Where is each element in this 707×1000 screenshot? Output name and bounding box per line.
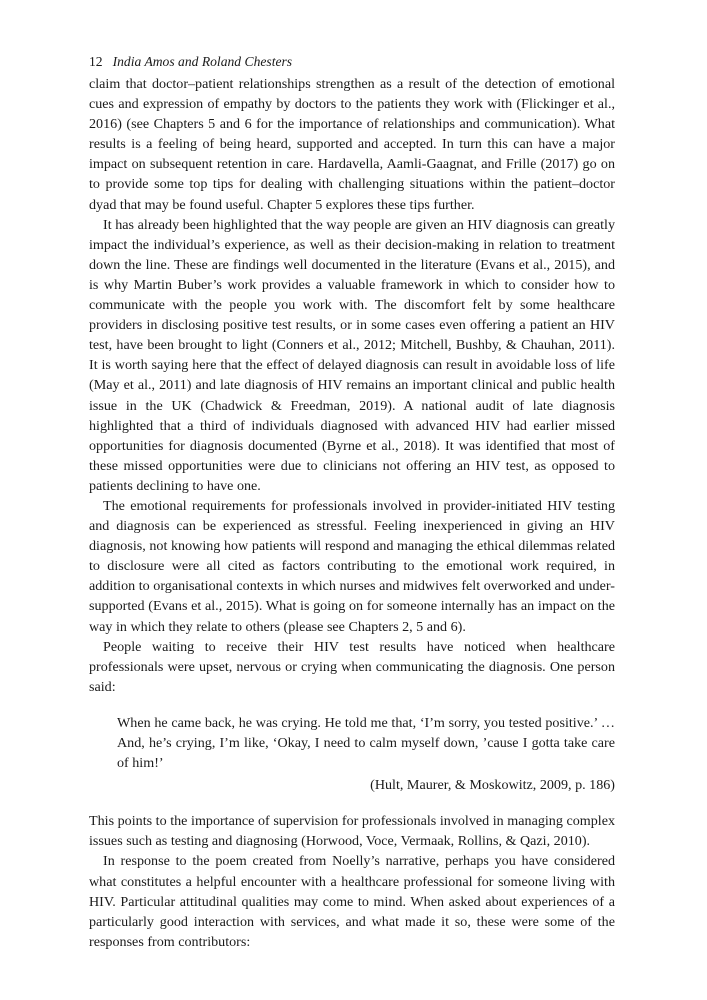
book-page — [89, 52, 615, 952]
paragraph-6: In response to the poem created from Noelly’s narrative, perhaps you have considered what constitutes a helpful encounter with a healthcare professional for someone living with HIV. Particular attitudinal qualities may come to mind. When asked about experiences of a particularly good interaction with services, and what made it so, these were some of the responses from contributors: — [89, 853, 615, 950]
paragraph-4: People waiting to receive their HIV test results have noticed when healthcare professionals were upset, nervous or crying when communicating the diagnosis. One person said: — [89, 638, 615, 695]
paragraph-5: This points to the importance of supervision for professionals involved in managing complex issues such as testing and diagnosing (Horwood, Voce, Vermaak, Rollins, & Qazi, 2010). — [89, 813, 615, 850]
block-quote — [117, 713, 615, 795]
page-number: 12 — [89, 54, 103, 69]
running-head — [89, 52, 615, 72]
block-quote-text: When he came back, he was crying. He told me that, ‘I’m sorry, you tested positive.’ … And, he’s crying, I’m like, ‘Okay, I need to calm myself down, ’cause I gotta take care of him!’ — [117, 714, 615, 772]
paragraph-3: The emotional requirements for professionals involved in provider-initiated HIV testing and diagnosis can be experienced as stressful. Feeling inexperienced in giving an HIV diagnosis, not knowing how patients will respond and managing the ethical dilemmas related to disclosure were all cited as factors contributing to the emotional work required, in addition to organisational contexts in which nurses and midwives felt overworked and under-supported (Evans et al., 2015). What is going on for someone internally has an impact on the way in which they relate to others (please see Chapters 2, 5 and 6). — [89, 497, 615, 635]
body-text — [89, 74, 615, 952]
block-quote-citation: (Hult, Maurer, & Moskowitz, 2009, p. 186) — [370, 777, 615, 794]
paragraph-2: It has already been highlighted that the way people are given an HIV diagnosis can greatly impact the individual’s experience, as well as their decision-making in relation to treatment down the line. These are findings well documented in the literature (Evans et al., 2015), and is why Martin Buber’s work provides a valuable framework in which to consider how to communicate with the people you work with. The discomfort felt by some healthcare providers in disclosing positive test results, or in some cases even offering a patient an HIV test, have been brought to light (Conners et al., 2012; Mitchell, Bushby, & Chauhan, 2011). It is worth saying here that the effect of delayed diagnosis can result in avoidable loss of life (May et al., 2011) and late diagnosis of HIV remains an important clinical and public health issue in the UK (Chadwick & Freedman, 2019). A national audit of late diagnosis highlighted that a third of individuals diagnosed with advanced HIV had earlier missed opportunities for diagnosis documented (Byrne et al., 2018). It was identified that most of these missed opportunities were due to clinicians not offering an HIV test, as opposed to patients declining to have one. — [89, 216, 615, 494]
paragraph-1: claim that doctor–patient relationships strengthen as a result of the detection of emotional cues and expression of empathy by doctors to the patients they work with (Flickinger et al., 2016) (see Chapters 5 and 6 for the importance of relationships and communication). What results is a feeling of being heard, supported and accepted. In turn this can have a major impact on subsequent retention in care. Hardavella, Aamli-Gaagnat, and Frille (2017) go on to provide some top tips for dealing with challenging situations within the patient–doctor dyad that may be found useful. Chapter 5 explores these tips further. — [89, 76, 615, 213]
running-head-authors: India Amos and Roland Chesters — [112, 54, 293, 69]
